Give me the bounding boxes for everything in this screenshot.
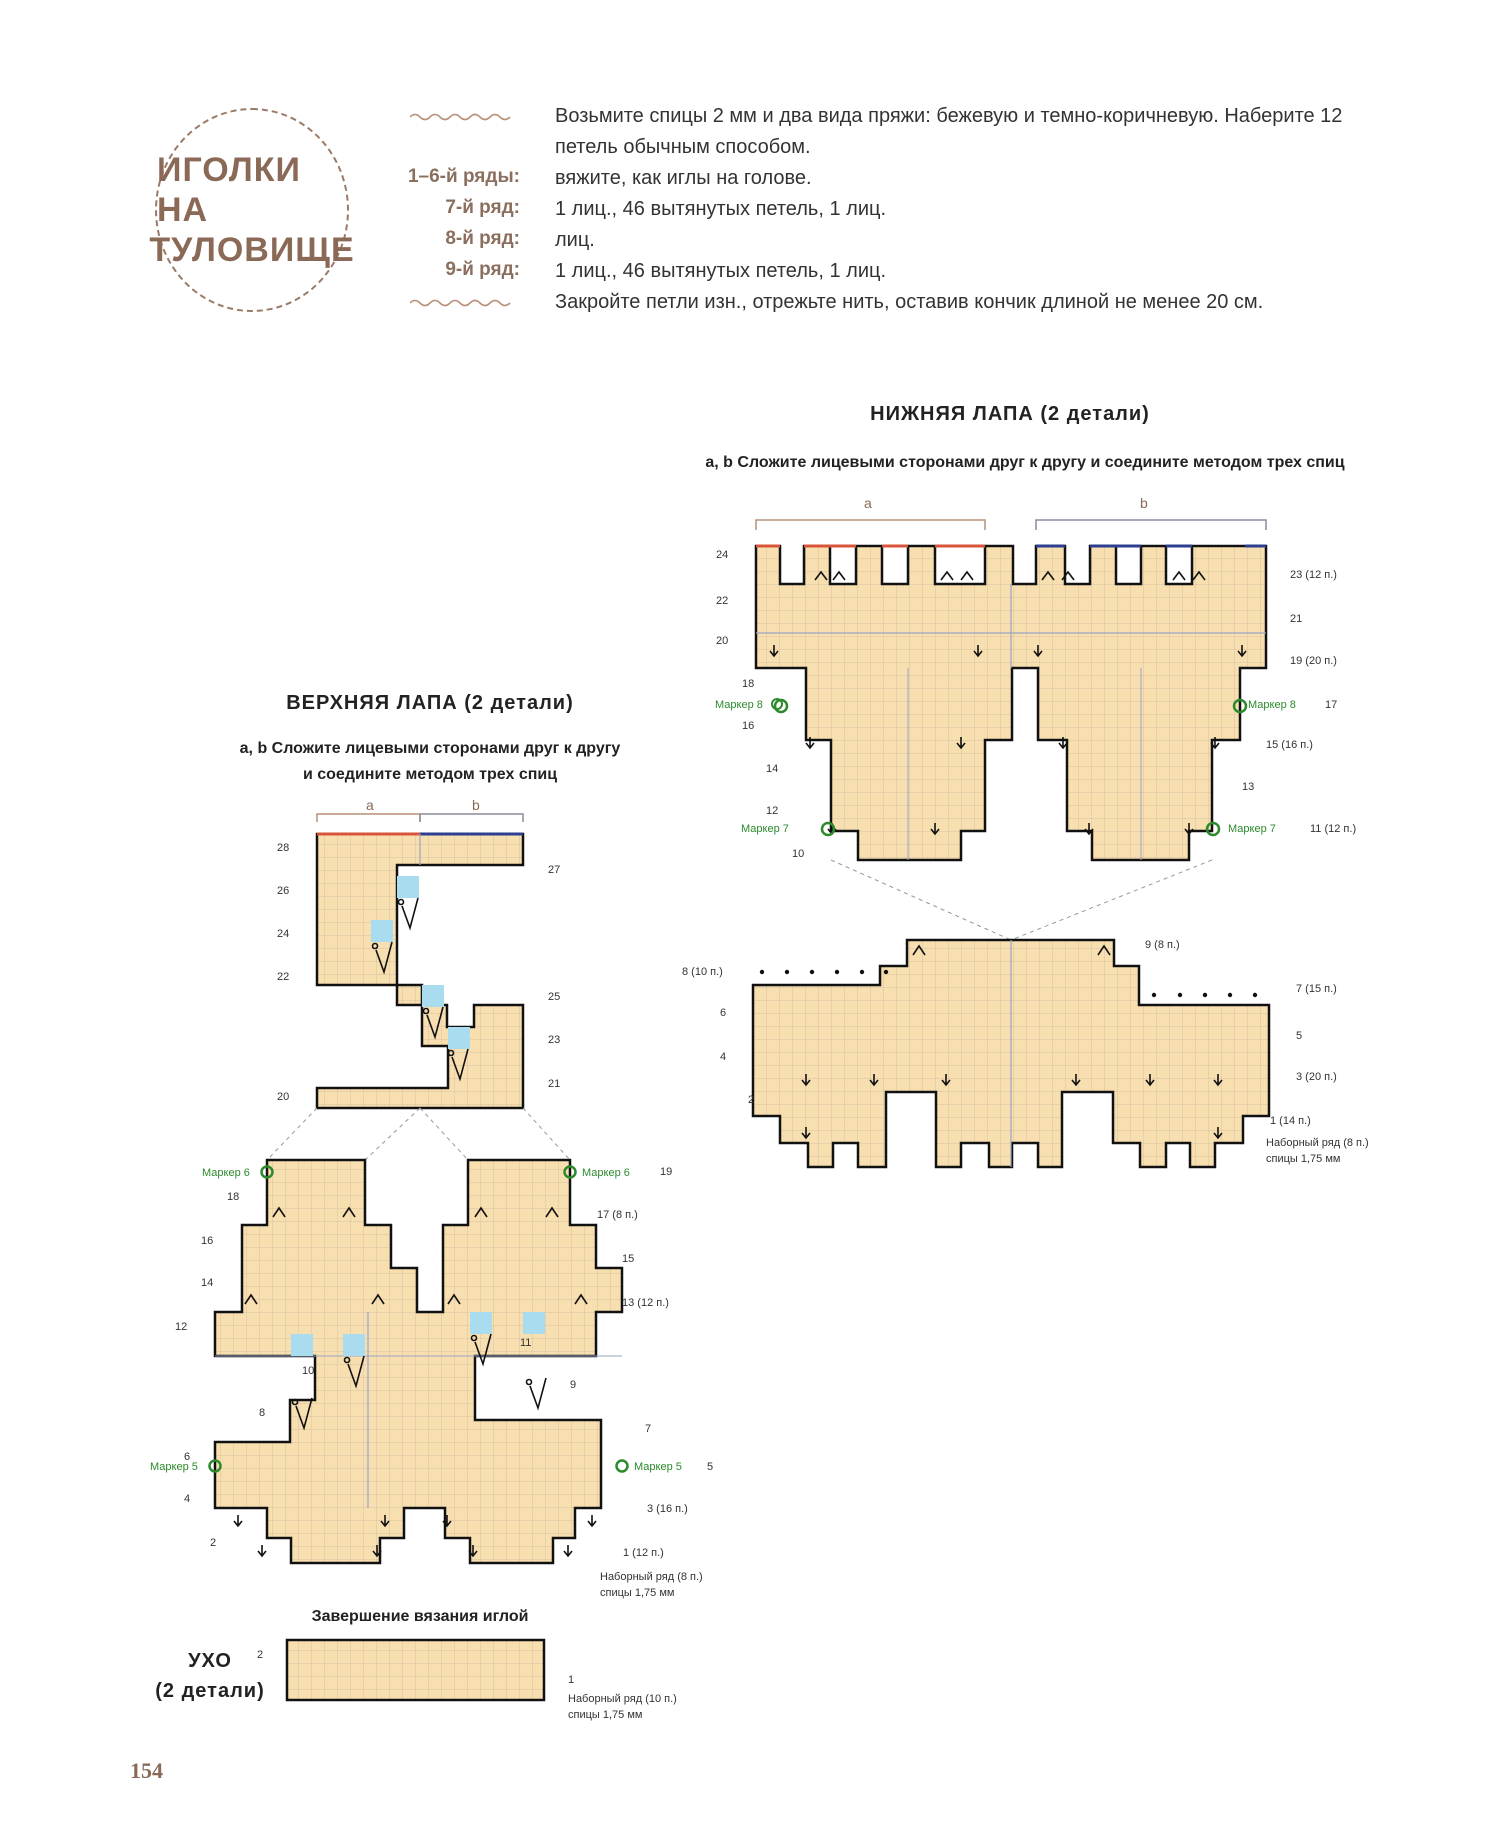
outro-text: Закройте петли изн., отрежьте нить, оставив кончик длиной не менее 20 см. [555,291,1264,313]
row-label-3: 8-й ряд: [445,228,520,249]
lower-paw-bottom-chart [753,940,1269,1167]
lp-marker7-left: Маркер 7 [741,823,789,835]
lp-row-6: 6 [720,1007,727,1019]
lower-paw-ab-labels [864,495,1148,511]
lp-row-24: 24 [716,549,729,561]
lp-row-22: 22 [716,595,729,607]
up-row-26: 26 [277,885,290,897]
up-row-12: 12 [175,1321,188,1333]
lp-row-2: 2 [748,1094,755,1106]
up-row-28: 28 [277,842,290,854]
up-row-13: 13 (12 п.) [622,1297,669,1309]
lp-row-13: 13 [1242,781,1255,793]
lp-row-21: 21 [1290,613,1303,625]
up-row-1: 1 (12 п.) [623,1547,664,1559]
row-text-1: вяжите, как иглы на голове. [555,167,812,189]
lp-row-15: 15 (16 п.) [1266,739,1313,751]
lp-row-11: 11 (12 п.) [1310,823,1357,835]
lp-marker8-left: Маркер 8 [715,699,763,711]
up-row-3: 3 (16 п.) [647,1503,688,1515]
lp-row-14: 14 [766,763,779,775]
up-needles: спицы 1,75 мм [600,1587,675,1599]
up-marker5-left: Маркер 5 [150,1461,198,1473]
ear-title-2: (2 детали) [155,1680,265,1702]
lower-paw-title: НИЖНЯЯ ЛАПА (2 детали) [870,403,1150,425]
lp-marker8-right: Маркер 8 [1248,699,1296,711]
row-text-3: лиц. [555,229,595,251]
up-caston: Наборный ряд (8 п.) [600,1571,703,1583]
up-marker5-right: Маркер 5 [634,1461,682,1473]
finish-note: Завершение вязания иглой [311,1608,529,1625]
up-row-20: 20 [277,1091,290,1103]
upper-paw-subtitle-1: a, b Сложите лицевыми сторонами друг к другу [239,740,621,757]
badge-line-2: ТУЛОВИЩЕ [149,231,355,269]
bracket-b [1036,520,1266,530]
upper-paw-top-chart [317,814,523,1108]
up-row-8: 8 [259,1407,266,1419]
up-row-17: 17 (8 п.) [597,1209,638,1221]
up-row-27: 27 [548,864,561,876]
ear-row-2: 2 [257,1649,264,1661]
row-label-4: 9-й ряд: [445,259,520,280]
lp-caston: Наборный ряд (8 п.) [1266,1137,1369,1149]
up-row-14: 14 [201,1277,214,1289]
up-row-21: 21 [548,1078,561,1090]
ear-needles: спицы 1,75 мм [568,1709,643,1721]
lp-row-8: 8 (10 п.) [682,966,723,978]
up-row-9: 9 [570,1379,577,1391]
lp-label-a: a [864,495,872,511]
up-row-15: 15 [622,1253,635,1265]
up-label-b: b [472,797,480,813]
up-row-24: 24 [277,928,290,940]
up-row-19: 19 [660,1166,673,1178]
bracket-a [756,520,985,530]
up-marker6-left: Маркер 6 [202,1167,250,1179]
up-row-6: 6 [184,1451,191,1463]
upper-paw-subtitle-2: и соедините методом трех спиц [302,766,558,783]
up-row-11: 11 [520,1337,532,1349]
lower-paw-top-chart [756,520,1266,860]
lp-row-9: 9 (8 п.) [1145,939,1180,951]
lp-row-10: 10 [792,848,805,860]
ear-title-1: УХО [188,1650,232,1672]
lp-row-20: 20 [716,635,729,647]
row-text-2: 1 лиц., 46 вытянутых петель, 1 лиц. [555,198,886,220]
up-marker6-right: Маркер 6 [582,1167,630,1179]
up-row-5: 5 [707,1461,714,1473]
row-label-2: 7-й ряд: [445,197,520,218]
lp-row-7: 7 (15 п.) [1296,983,1337,995]
row-label-1: 1–6-й ряды: [407,166,520,187]
lower-paw-subtitle: a, b Сложите лицевыми сторонами друг к другу и соедините методом трех спиц [705,454,1345,471]
lp-needles: спицы 1,75 мм [1266,1153,1341,1165]
up-row-22: 22 [277,971,290,983]
ear-row-1: 1 [568,1674,575,1686]
up-row-4: 4 [184,1493,191,1505]
upper-paw-connectors [267,1108,570,1160]
lp-row-3: 3 (20 п.) [1296,1071,1337,1083]
intro-text: Возьмите спицы 2 мм и два вида пряжи: бежевую и темно-коричневую. Наберите 12 петель обычным способом. [555,105,1343,158]
upper-paw-ab-labels [366,797,480,813]
upper-paw-bottom-shape [215,1160,622,1563]
up-label-a: a [366,797,374,813]
up-row-10: 10 [302,1365,315,1377]
upper-paw-title: ВЕРХНЯЯ ЛАПА (2 детали) [286,692,574,714]
up-row-23: 23 [548,1034,561,1046]
row-text-4: 1 лиц., 46 вытянутых петель, 1 лиц. [555,260,886,282]
lower-paw-connectors [831,860,1212,940]
lp-row-19: 19 (20 п.) [1290,655,1337,667]
lp-row-4: 4 [720,1051,727,1063]
lp-row-1: 1 (14 п.) [1270,1115,1311,1127]
lp-row-5: 5 [1296,1030,1303,1042]
up-row-25: 25 [548,991,561,1003]
lp-row-18: 18 [742,678,755,690]
badge-line-1: ИГОЛКИ НА [157,151,301,229]
up-row-16: 16 [201,1235,214,1247]
lp-row-17: 17 [1325,699,1338,711]
lp-row-16: 16 [742,720,755,732]
upper-paw-top-shape [317,834,523,1108]
lp-marker7-right: Маркер 7 [1228,823,1276,835]
lp-row-12: 12 [766,805,779,817]
ear-chart [257,1640,677,1721]
up-row-18: 18 [227,1191,240,1203]
lp-row-23: 23 (12 п.) [1290,569,1337,581]
up-row-2: 2 [210,1537,217,1549]
page-number: 154 [130,1758,163,1783]
up-row-7: 7 [645,1423,652,1435]
ear-caston: Наборный ряд (10 п.) [568,1693,677,1705]
upper-paw-bottom-chart [210,1160,628,1563]
lp-label-b: b [1140,495,1148,511]
